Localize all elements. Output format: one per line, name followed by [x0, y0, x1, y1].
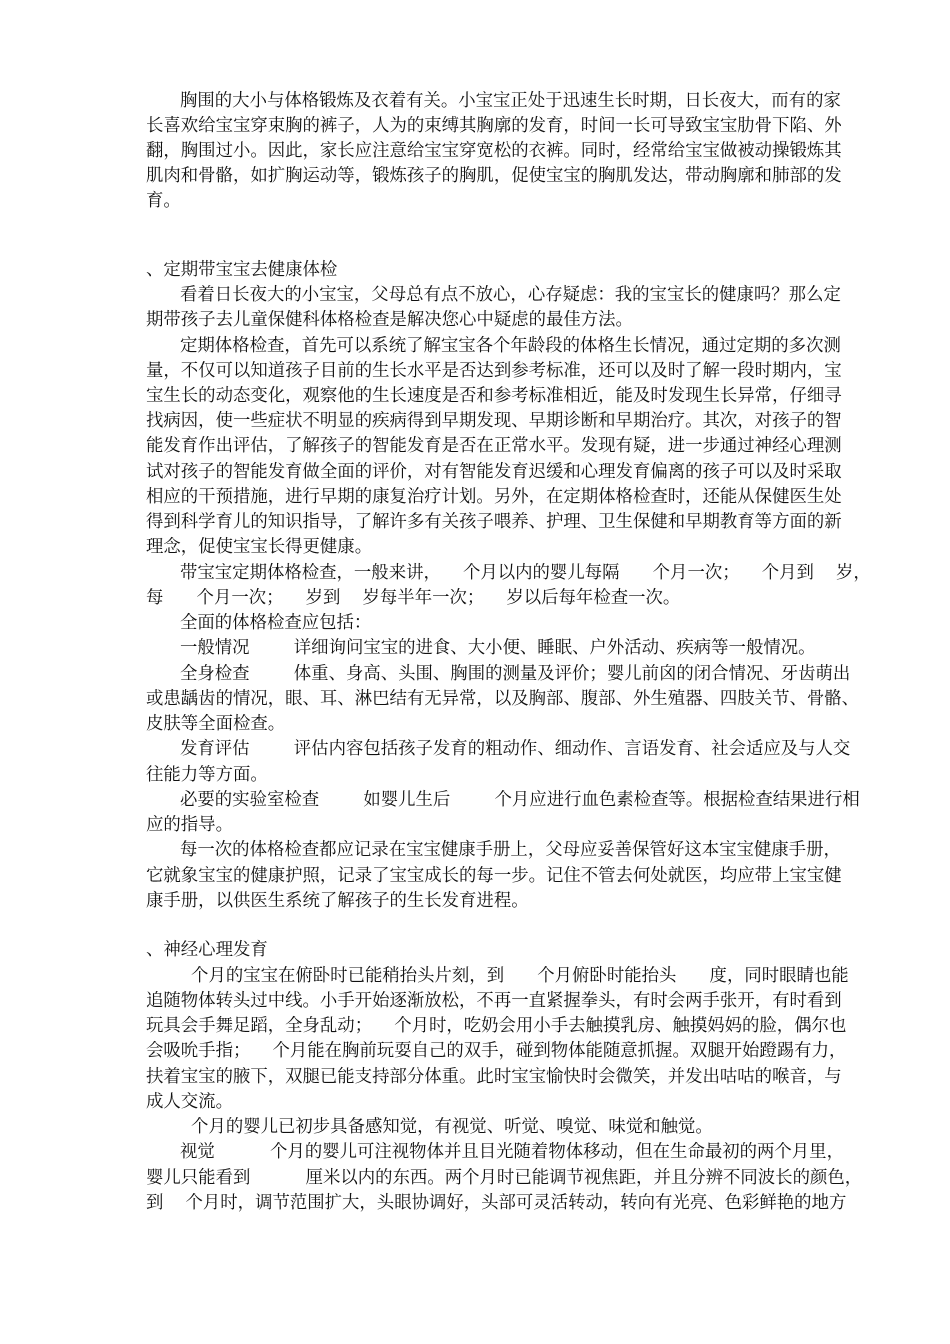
paragraph-line: 皮肤等全面检查。 [146, 714, 286, 734]
paragraph-line: 肌肉和骨骼，如扩胸运动等，锻炼孩子的胸肌，促使宝宝的胸肌发达，带动胸廓和肺部的发 [146, 166, 842, 186]
paragraph-line: 得到科学育儿的知识指导，了解许多有关孩子喂养、护理、卫生保健和早期教育等方面的新 [146, 512, 842, 532]
paragraph-line: 定期体格检查，首先可以系统了解宝宝各个年龄段的体格生长情况，通过定期的多次测 [180, 336, 841, 356]
paragraph-line: 往能力等方面。 [146, 765, 268, 785]
paragraph-line: 婴儿只能看到 厘米以内的东西。两个月时已能调节视焦距，并且分辨不同波长的颜色， [146, 1168, 863, 1188]
paragraph-line: 或患龋齿的情况，眼、耳、淋巴结有无异常，以及胸部、腹部、外生殖器、四肢关节、骨骼、 [146, 689, 860, 709]
paragraph-line: 期带孩子去儿童保健科体格检查是解决您心中疑虑的最佳方法。 [146, 310, 633, 330]
paragraph-line: 必要的实验室检查 如婴儿生后 个月应进行血色素检查等。根据检查结果进行相 [180, 790, 860, 810]
paragraph-line: 宝生长的动态变化，观察他的生长速度是否和参考标准相近，能及时发现生长异常，仔细寻 [146, 386, 842, 406]
section-heading: 、定期带宝宝去健康体检 [146, 260, 338, 280]
paragraph-line: 康手册，以供医生系统了解孩子的生长发育进程。 [146, 891, 529, 911]
paragraph-line: 全身检查 体重、身高、头围、胸围的测量及评价；婴儿前囟的闭合情况、牙齿萌出 [180, 664, 851, 684]
paragraph-line: 成人交流。 [146, 1092, 233, 1112]
paragraph-line: 应的指导。 [146, 815, 233, 835]
paragraph-line: 到 个月时，调节范围扩大，头眼协调好，头部可灵活转动，转向有光亮、色彩鲜艳的地方 [146, 1193, 847, 1213]
section-heading: 、神经心理发育 [146, 940, 268, 960]
paragraph-line: 育。 [146, 191, 181, 211]
paragraph-line: 个月的宝宝在俯卧时已能稍抬头片刻，到 个月俯卧时能抬头 度，同时眼睛也能 [180, 966, 849, 986]
paragraph-line: 发育评估 评估内容包括孩子发育的粗动作、细动作、言语发育、社会适应及与人交 [180, 739, 851, 759]
paragraph-line: 追随物体转头过中线。小手开始逐渐放松，不再一直紧握拳头，有时会两手张开，有时看到 [146, 991, 842, 1011]
paragraph-line: 一般情况 详细询问宝宝的进食、大小便、睡眠、户外活动、疾病等一般情况。 [180, 638, 816, 658]
paragraph-line: 能发育作出评估，了解孩子的智能发育是否在正常水平。发现有疑，进一步通过神经心理测 [146, 436, 842, 456]
paragraph-line: 长喜欢给宝宝穿束胸的裤子，人为的束缚其胸廓的发育，时间一长可导致宝宝肋骨下陷、外 [146, 116, 842, 136]
paragraph-line: 它就象宝宝的健康护照，记录了宝宝成长的每一步。记住不管去何处就医，均应带上宝宝健 [146, 866, 842, 886]
paragraph-line: 相应的干预措施，进行早期的康复治疗计划。另外，在定期体格检查时，还能从保健医生处 [146, 487, 842, 507]
paragraph-line: 找病因，使一些症状不明显的疾病得到早期发现、早期诊断和早期治疗。其次，对孩子的智 [146, 411, 842, 431]
paragraph-line: 会吸吮手指； 个月能在胸前玩耍自己的双手，碰到物体能随意抓握。双腿开始蹬踢有力， [146, 1041, 847, 1061]
paragraph-line: 量，不仅可以知道孩子目前的生长水平是否达到参考标准，还可以及时了解一段时期内，宝 [146, 361, 842, 381]
paragraph-line: 理念，促使宝宝长得更健康。 [146, 537, 373, 557]
paragraph-line: 个月的婴儿已初步具备感知觉，有视觉、听觉、嗅觉、味觉和触觉。 [180, 1117, 713, 1137]
paragraph-line: 带宝宝定期体格检查，一般来讲， 个月以内的婴儿每隔 个月一次； 个月到 岁， [180, 563, 871, 583]
paragraph-line: 全面的体格检查应包括： [180, 613, 372, 633]
paragraph-line: 每 个月一次； 岁到 岁每半年一次； 岁以后每年检查一次。 [146, 588, 681, 608]
paragraph-line: 看着日长夜大的小宝宝，父母总有点不放心，心存疑虑：我的宝宝长的健康吗？那么定 [180, 285, 841, 305]
paragraph-line: 翻，胸围过小。因此，家长应注意给宝宝穿宽松的衣裤。同时，经常给宝宝做被动操锻炼其 [146, 141, 842, 161]
paragraph-line: 胸围的大小与体格锻炼及衣着有关。小宝宝正处于迅速生长时期，日长夜大，而有的家 [180, 91, 841, 111]
paragraph-line: 扶着宝宝的腋下，双腿已能支持部分体重。此时宝宝愉快时会微笑，并发出咕咕的喉音，与 [146, 1067, 842, 1087]
paragraph-line: 试对孩子的智能发育做全面的评价，对有智能发育迟缓和心理发育偏离的孩子可以及时采取 [146, 462, 842, 482]
paragraph-line: 视觉 个月的婴儿可注视物体并且目光随着物体移动，但在生命最初的两个月里， [180, 1142, 844, 1162]
paragraph-line: 玩具会手舞足蹈，全身乱动； 个月时，吃奶会用小手去触摸乳房、触摸妈妈的脸，偶尔也 [146, 1016, 847, 1036]
paragraph-line: 每一次的体格检查都应记录在宝宝健康手册上，父母应妥善保管好这本宝宝健康手册， [180, 840, 841, 860]
